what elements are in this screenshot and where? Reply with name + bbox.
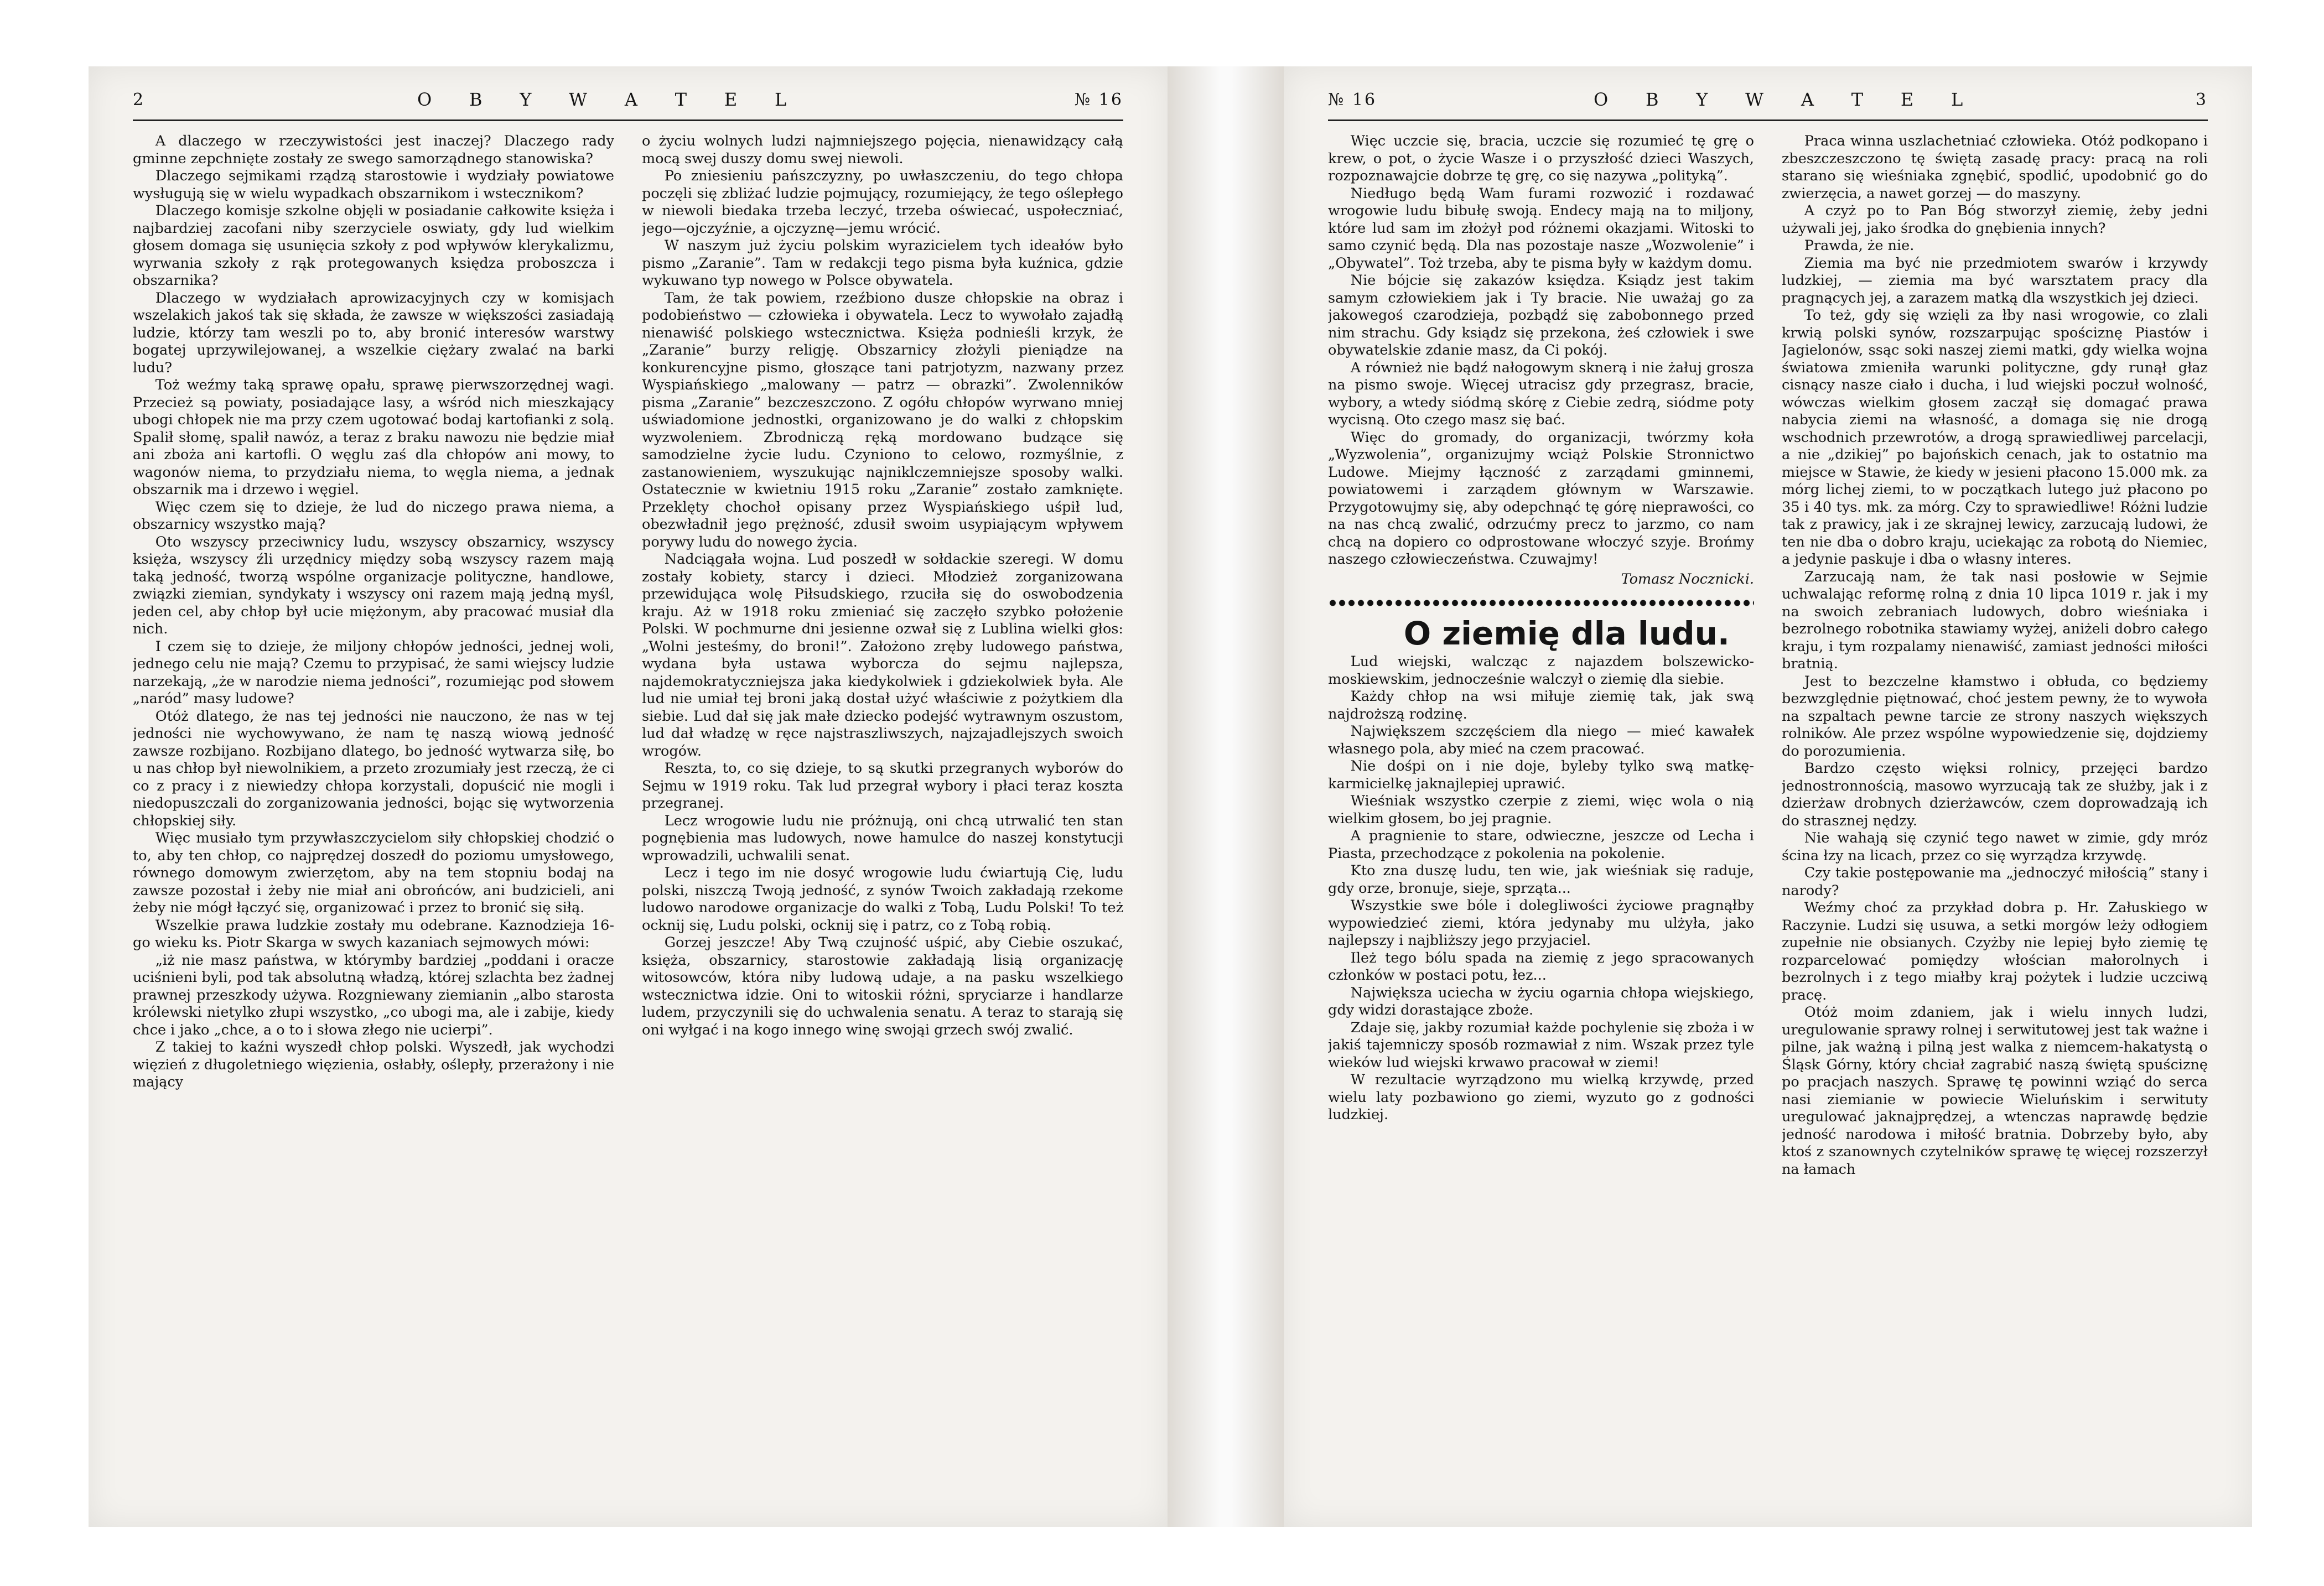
paragraph: Więc uczcie się, bracia, uczcie się rozumieć tę grę o krew, o pot, o życie Wasze i o przyszłość dzieci Waszych, rozpoznawajcie dobrze tę grę, co się nazywa „polityką”. <box>1328 133 1754 184</box>
paragraph: Dlaczego komisje szkolne objęli w posiadanie całkowite księża i najbardziej zacofani niby szerzyciele oswiaty, gdy lud wielkim głosem domaga się usunięcia szkoły z pod wpływów klerykalizmu, wyrwania szkoły z rąk protegowanych księdza proboszcza i obszarnika? <box>133 202 614 289</box>
paragraph: o życiu wolnych ludzi najmniejszego pojęcia, nienawidzący całą mocą swej duszy domu swej niewoli. <box>642 133 1123 167</box>
masthead-title: O B Y W A T E L <box>1593 89 1979 110</box>
paragraph: Zdaje się, jakby rozumiał każde pochylenie się zboża i w jakiś tajemniczy sposób rozmawiał z nim. Wszak przez tyle wieków lud wiejski krwawo pracował w ziemi! <box>1328 1019 1754 1071</box>
paragraph: Więc czem się to dzieje, że lud do niczego prawa niema, a obszarnicy wszystko mają? <box>133 498 614 533</box>
paragraph: A dlaczego w rzeczywistości jest inaczej? Dlaczego rady gminne zepchnięte zostały ze swego samorządnego stanowiska? <box>133 133 614 167</box>
paragraph: Bardzo często więksi rolnicy, przejęci bardzo jednostronnością, masowo wyrzucają tak ze służby, jak i z dzierżaw drobnych dzierżawców, czem doprowadzają ich do strasznej nędzy. <box>1782 760 2208 829</box>
paragraph: Ziemia ma być nie przedmiotem swarów i krzywdy ludzkiej, — ziemia ma być warsztatem pracy dla pragnących jej, a zarazem matką dla wszystkich jej dzieci. <box>1782 254 2208 306</box>
paragraph: Niedługo będą Wam furami rozwozić i rozdawać wrogowie ludu bibułę swoją. Endecy mają na to miljony, które lud sam im złożył pod różnemi okazjami. Witoski to samo czynić będą. Dla nas pozostaje nasze „Wozwolenie” i „Obywatel”. Toż trzeba, aby te pisma były w każdym domu. <box>1328 185 1754 272</box>
page-number: 3 <box>2195 90 2208 110</box>
header-rule <box>1328 119 2208 121</box>
paragraph: Więc do gromady, do organizacji, twórzmy koła „Wyzwolenia”, organizujmy wciąż Polskie Stronnictwo Ludowe. Miejmy łączność z zarządami gminnemi, powiatowemi i zarządem głównym w Warszawie. Przygotowujmy się, aby odepchnąć tę górę nieprawości, co na nas chcą zwalić, odrzućmy precz to jarzmo, co nam chcą na dopiero co odprostowane włoczyć szyje. Brońmy naszego człowieczeństwa. Czuwajmy! <box>1328 429 1754 568</box>
paragraph: Nie dośpi on i nie doje, byleby tylko swą matkę-karmicielkę jaknajlepiej uprawić. <box>1328 758 1754 792</box>
paragraph: Otóż moim zdaniem, jak i wielu innych ludzi, uregulowanie sprawy rolnej i serwitutowej jest tak ważne i pilne, jak ważną i pilną jest walka z niemcem-hakatystą o Śląsk Górny, który chciał zagrabić naszą świętą spuściznę po pracjach naszych. Sprawę tę powinni wziąć do serca nasi ziemianie w powiecie Wieluńskim i serwituty uregulować jaknajprędzej, a wtenczas naprawdę będzie jedność narodowa i miłość bratnia. Dobrzeby było, aby ktoś z szanownych czytelników sprawę tę więcej rozszerzył na łamach <box>1782 1004 2208 1178</box>
paragraph: W naszym już życiu polskim wyrazicielem tych ideałów było pismo „Zaranie”. Tam w redakcji tego pisma była kuźnica, gdzie wykuwano typ nowego w Polsce obywatela. <box>642 237 1123 289</box>
article-title: O ziemię dla ludu. <box>1403 615 1730 652</box>
paragraph: Największa uciecha w życiu ogarnia chłopa wiejskiego, gdy widzi dorastające zboże. <box>1328 984 1754 1018</box>
paragraph: Każdy chłop na wsi miłuje ziemię tak, jak swą najdroższą rodzinę. <box>1328 688 1754 722</box>
issue-number: № 16 <box>1074 90 1123 110</box>
paragraph: Czy takie postępowanie ma „jednoczyć miłością” stany i narody? <box>1782 865 2208 899</box>
paragraph: Lecz wrogowie ludu nie próżnują, oni chcą utrwalić ten stan pognębienia mas ludowych, nowe hamulce do naszej konstytucji wprowadzili, uchwalili senat. <box>642 812 1123 864</box>
paragraph: Nadciągała wojna. Lud poszedł w sołdackie szeregi. W domu zostały kobiety, starcy i dzieci. Młodzież zorganizowana przewidująca wolę Piłsudskiego, rzuciła się do oswobodzenia kraju. Aż w 1918 roku zmieniać się zaczęło szybko położenie Polski. W pochmurne dni jesienne ozwał się z Lublina wielki głos: „Wolni jesteśmy, do broni!”. Założono zręby ludowego państwa, wydana była ustawa wyborcza do sejmu najlepsza, najdemokratyczniejsza jaka kiedykolwiek i gdziekolwiek była. Ale lud nie umiał tej broni jaką dostał użyć właściwie z pożytkiem dla siebie. Lud dał się jak małe dziecko podejść wytrawnym oszustom, lud dał władzę w ręce najstraszliwszych, najzajadlejszych swoich wrogów. <box>642 551 1123 760</box>
right-page <box>1284 66 2252 1527</box>
paragraph: Największem szczęściem dla niego — mieć kawałek własnego pola, aby mieć na czem pracować. <box>1328 723 1754 757</box>
left-column-2 <box>642 133 1123 1483</box>
paragraph: Zarzucają nam, że tak nasi posłowie w Sejmie uchwalając reformę rolną z dnia 10 lipca 1019 r. jak i my na swoich zebraniach ludowych, dobro wieśniaka i bezrolnego robotnika stawiamy wyżej, aniżeli dobro całego kraju, i tym rozpalamy nienawiść, zamiast jedności miłości bratnią. <box>1782 568 2208 672</box>
dotted-separator <box>1328 599 1754 607</box>
paragraph: Weźmy choć za przykład dobra p. Hr. Załuskiego w Raczynie. Ludzi się usuwa, a setki morgów leży odłogiem zupełnie nie obsianych. Czyżby nie lepiej było ziemię tę rozparcelować pomiędzy włościan małorolnych i bezrolnych i z tego miałby kraj pożytek i ludzie uczciwą pracę. <box>1782 899 2208 1003</box>
text-columns <box>133 133 1123 1483</box>
paragraph: Gorzej jeszcze! Aby Twą czujność uśpić, aby Ciebie oszukać, księża, obszarnicy, starostowie zakładają lisią organizację witosowców, która niby ludową udaje, a na pasku wszelkiego wstecznictwa idzie. Oni to witoskii różni, spryciarze i handlarze ludem, przyczynili się do uchwalenia senatu. A teraz to starają się oni wyłgać i na kogo innego winę swojąi grzech swój zwalić. <box>642 934 1123 1038</box>
paragraph: A również nie bądź nałogowym sknerą i nie żałuj grosza na pismo swoje. Więcej utracisz gdy przegrasz, bracie, wybory, a wtedy siódmą skórę z Ciebie zedrą, siódme poty wycisną. Oto czego masz się bać. <box>1328 359 1754 428</box>
paragraph: Nie bójcie się zakazów księdza. Ksiądz jest takim samym człowiekiem jak i Ty bracie. Nie uważaj go za jakowegoś czarodzieja, pozbądź się zabobonnego przed nim strachu. Gdy ksiądz się przekona, żeś człowiek i swe obywatelskie zdanie masz, da Ci pokój. <box>1328 272 1754 358</box>
masthead-title: O B Y W A T E L <box>417 89 802 110</box>
paragraph: Kto zna duszę ludu, ten wie, jak wieśniak się raduje, gdy orze, bronuje, sieje, sprząta... <box>1328 862 1754 897</box>
running-header <box>1328 83 2208 116</box>
author-signature: Tomasz Nocznicki. <box>1621 570 1754 587</box>
paragraph: Prawda, że nie. <box>1804 237 1915 254</box>
running-header <box>133 83 1123 116</box>
left-page <box>89 66 1168 1527</box>
book-gutter <box>1168 66 1284 1527</box>
paragraph: A czyż po to Pan Bóg stworzył ziemię, żeby jedni używali jej, jako środka do gnębienia innych? <box>1782 202 2208 237</box>
paragraph: Otóż dlatego, że nas tej jedności nie nauczono, że nas w tej jedności nie wychowywano, że nam tę naszą wiową jedność zawsze rozbijano. Rozbijano dlatego, bo jedność wytwarza siłę, bo u nas chłop był niewolnikiem, a przeto zrozumiały jest rzeczą, że ci co z pracy i z niewiedzy chłopa korzystali, dopuścić nie mogli i niedopuszczali do zorganizowania jedności, bojąc się wytworzenia chłopskiej siły. <box>133 708 614 829</box>
quotation: „iż nie masz państwa, w którymby bardziej „poddani i oracze uciśnieni byli, pod tak absolutną władzą, której szlachta bez żadnej prawnej przeszkody używa. Rozgniewany ziemianin „albo starosta królewski nietylko złupi wszystko, „co ubogi ma, ale i zabije, kiedy chce i jako „chce, a o to i słowa złego nie ucierpi”. <box>133 951 614 1038</box>
paragraph: Więc musiało tym przywłaszczycielom siły chłopskiej chodzić o to, aby ten chłop, co najprędzej doszedł do poziomu umysłowego, równego domowym zwierzętom, aby na tem stopniu bodaj na zawsze pozostał i żeby nie miał ani obrońców, ani budzicieli, ani żeby nie mógł łączyć się, organizować i przez to bronić się siłą. <box>133 830 614 916</box>
paragraph: To też, gdy się wzięli za łby nasi wrogowie, co zlali krwią polski synów, rozszarpując spościznę Piastów i Jagielonów, ssąc soki naszej ziemi matki, gdy wielka wojna światowa zmieniła warunki polityczne, gdy runął głaz cisnący nasze ciało i ducha, i lud wiejski poczuł wolność, wówczas wielkim głosem zaczął się domagać prawa nabycia ziemi na własność, a domaga się nie drogą wschodnich przewrotów, a drogą sprawiedliwej parcelacji, a nie „dzikiej” po bajońskich cenach, jak to ostatnio ma miejsce w Stawie, że kiedy w jesieni płacono 15.000 mk. za mórg lichej ziemi, to w początkach lutego już płacono po 35 i 40 tys. mk. za mórg. Czy to sprawiedliwe! Różni ludzie tak z prawicy, jak i ze skrajnej lewicy, zarzucają ludowi, że ten nie dba o dobro kraju, uciekając za robotą do Niemiec, a jedynie paskuje i dba o własny interes. <box>1782 307 2208 568</box>
paragraph: Lud wiejski, walcząc z najazdem bolszewicko-moskiewskim, jednocześnie walczył o ziemię dla siebie. <box>1328 653 1754 688</box>
right-column-1 <box>1328 133 1754 1483</box>
paragraph: Ileż tego bólu spada na ziemię z jego spracowanych członków w postaci potu, łez... <box>1328 949 1754 984</box>
paragraph: Wszelkie prawa ludzkie zostały mu odebrane. Kaznodzieja 16-go wieku ks. Piotr Skarga w swych kazaniach sejmowych mówi: <box>133 917 614 951</box>
paragraph: Wszystkie swe bóle i dolegliwości życiowe pragnąłby wypowiedzieć ziemi, która jedynaby mu ulżyła, jako najlepszy i najbliższy jego przyjaciel. <box>1328 897 1754 949</box>
header-rule <box>133 119 1123 121</box>
paragraph: I czem się to dzieje, że miljony chłopów jedności, jednej woli, jednego celu nie mają? Czemu to przypisać, że sami wiejscy ludzie narzekają, „że w narodzie niema jedności”, rozumiejąc pod słowem „naród” masy ludowe? <box>133 638 614 707</box>
paragraph: Lecz i tego im nie dosyć wrogowie ludu ćwiartują Cię, ludu polski, niszczą Twoją jedność, z synów Twoich zakładają rzekome ludowo narodowe organizacje do walki z Tobą, Ludu Polski! To też ocknij się, Ludu polski, ocknij się i patrz, co z Tobą robią. <box>642 865 1123 934</box>
left-column-1 <box>133 133 614 1483</box>
paragraph: Tam, że tak powiem, rzeźbiono dusze chłopskie na obraz i podobieństwo — człowieka i obywatela. Lecz to wywołało zajadłą nienawiść polskiego wstecznictwa. Księża podnieśli krzyk, że „Zaranie” burzy religję. Obszarnicy złożyli pieniądze na konkurencyjne pismo, głoszące tani patrjotyzm, nazwany przez Wyspiańskiego „malowany — patrz — obrazki”. Zwolenników pisma „Zaranie” bezczeszczono. Z ogółu chłopów wyrwano mniej uświadomione jednostki, organizowano je do walki z chłopskim wyzwoleniem. Zbrodniczą ręką mordowano budzące się samodzielne życie ludu. Czyniono to celowo, rozmyślnie, z zastanowieniem, wyszukując najniklczemniejsze sposoby walki. Ostatecznie w kwietniu 1915 roku „Zaranie” zostało zamknięte. Przeklęty chochoł opisany przez Wyspiańskiego uśpił lud, obezwładnił jego prężność, zdusił swoim usypiającym wpływem porywy ludu do nowego życia. <box>642 289 1123 550</box>
paragraph: Oto wszyscy przeciwnicy ludu, wszyscy obszarnicy, wszyscy księża, wszyscy źli urzędnicy między sobą wszyscy razem mają taką jedność, tworzą wspólne organizacje polityczne, handlowe, związki ziemian, syndykaty i wszyscy oni razem mają jedną myśl, jeden cel, aby chłop był ucie miężonym, aby pracować musiał dla nich. <box>133 533 614 637</box>
issue-number: № 16 <box>1328 90 1377 110</box>
paragraph: Jest to bezczelne kłamstwo i obłuda, co będziemy bezwzględnie piętnować, choć jestem pewny, że to wywoła na szpaltach pewne tarcie ze strony naszych większych rolników. Ale przez wspólne wypowiedzenie się, dojdziemy do porozumienia. <box>1782 673 2208 760</box>
page-number: 2 <box>133 90 146 110</box>
paragraph: Reszta, to, co się dzieje, to są skutki przegranych wyborów do Sejmu w 1919 roku. Tak lud przegrał wybory i płaci teraz koszta przegranej. <box>642 760 1123 812</box>
paragraph: Dlaczego sejmikami rządzą starostowie i wydziały powiatowe wysługują się w wielu wypadkach obszarnikom i wstecznikom? <box>133 168 614 202</box>
paragraph: Wieśniak wszystko czerpie z ziemi, więc wola o nią wielkim głosem, bo jej pragnie. <box>1328 793 1754 827</box>
paragraph: W rezultacie wyrządzono mu wielką krzywdę, przed wielu laty pozbawiono go ziemi, wyzuto go z godności ludzkiej. <box>1328 1072 1754 1123</box>
paragraph: A pragnienie to stare, odwieczne, jeszcze od Lecha i Piasta, przechodzące z pokolenia na pokolenie. <box>1328 828 1754 862</box>
paragraph: Z takiej to kaźni wyszedł chłop polski. Wyszedł, jak wychodzi więzień z długoletniego więzienia, osłabły, oślepły, przerażony i nie mający <box>133 1039 614 1090</box>
paragraph: Toż weźmy taką sprawę opału, sprawę pierwszorzędnej wagi. Przecież są powiaty, posiadające lasy, a wśród nich mieszkający ubogi chłopek nie ma przy czem ugotować bodaj kartofianki z solą. Spalił słomę, spalił nawóz, a teraz z braku nawozu nie będzie miał ani zboża ani kartofli. O węglu zaś dla chłopów ani mowy, to wagonów niema, to przydziału niema, to węgla niema, a jednak obszarnik ma i drzewo i węgiel. <box>133 377 614 498</box>
paragraph: Po zniesieniu pańszczyzny, po uwłaszczeniu, do tego chłopa poczęli się zbliżać ludzie pojmujący, rozumiejący, że tego oślepłego w niewoli biedaka trzeba leczyć, trzeba oświecać, uspołeczniać, jego—ojczyźnie, a ojczyznę—jemu wrócić. <box>642 168 1123 237</box>
paragraph: Nie wahają się czynić tego nawet w zimie, gdy mróz ścina łzy na licach, przez co się wyrządza krzywdę. <box>1782 830 2208 864</box>
paragraph: Dlaczego w wydziałach aprowizacyjnych czy w komisjach wszelakich jakoś tak się składa, że zawsze w większości zasiadają ludzie, którzy tam weszli po to, aby bronić interesów warstwy bogatej uprzywilejowanej, a wszelkie ciężary zwalać na barki ludu? <box>133 289 614 376</box>
right-column-2 <box>1782 133 2208 1483</box>
text-columns <box>1328 133 2208 1483</box>
paragraph: Praca winna uszlachetniać człowieka. Otóż podkopano i zbeszczeszczono tę świętą zasadę pracy: pracą na roli starano się wieśniaka zgnębić, spodlić, upodobnić go do zwierzęcia, a nawet gorzej — do maszyny. <box>1782 133 2208 202</box>
